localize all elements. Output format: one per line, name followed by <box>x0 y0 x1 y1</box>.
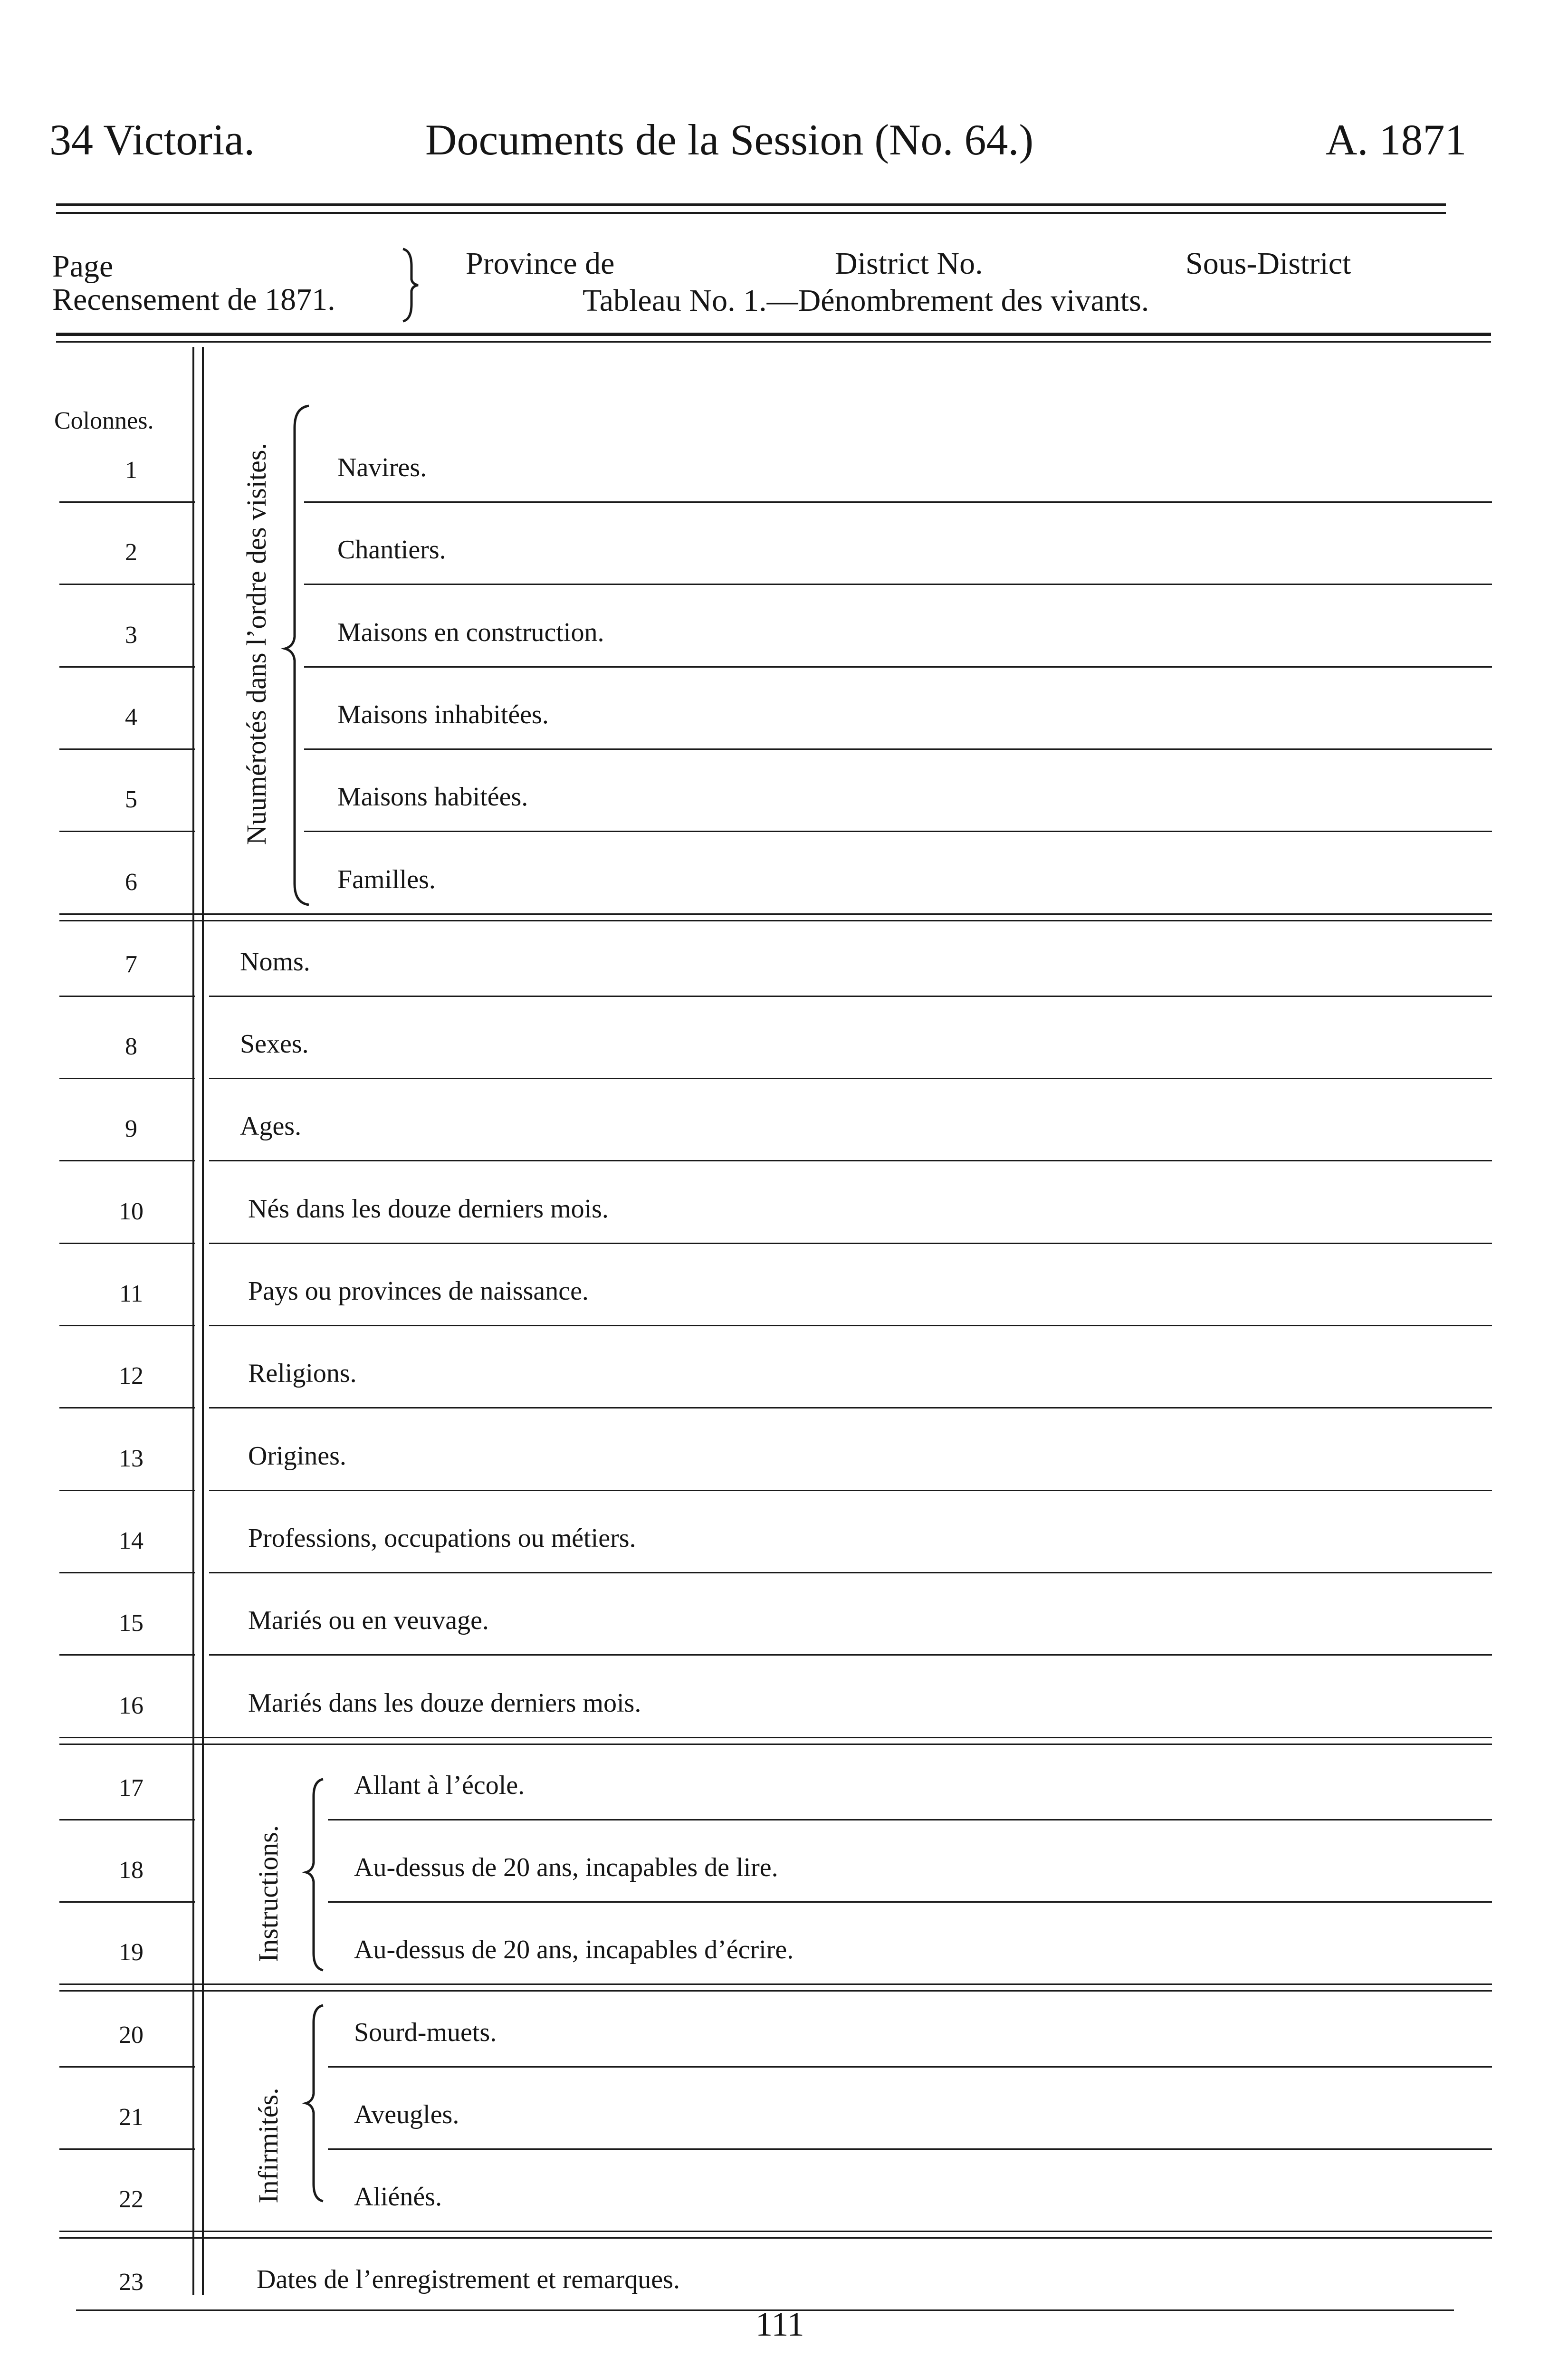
row-rule-right <box>209 1654 1492 1656</box>
row-rule-right <box>209 996 1492 997</box>
row-rule-right <box>304 666 1492 668</box>
row-label: Religions. <box>248 1359 357 1389</box>
row-label: Sexes. <box>240 1029 309 1059</box>
row-label: Navires. <box>337 453 427 482</box>
row-number: 2 <box>125 539 137 566</box>
row-label: Pays ou provinces de naissance. <box>248 1276 589 1306</box>
row-label: Maisons inhabitées. <box>337 699 549 729</box>
row-label: Sourd-muets. <box>354 2017 497 2047</box>
row-number: 7 <box>125 950 137 978</box>
page-number: 111 <box>755 2305 804 2343</box>
colonnes-label: Colonnes. <box>54 407 154 434</box>
row-label: Maisons habitées. <box>337 782 528 812</box>
row-number: 18 <box>119 1857 143 1884</box>
row-rule-left <box>59 831 195 832</box>
table-title: Tableau No. 1.—Dénombrement des vivants. <box>583 283 1149 318</box>
header-rule-top <box>56 203 1446 206</box>
column-divider-right <box>202 347 204 2295</box>
row-rule-right <box>328 2066 1492 2068</box>
section-double-rule <box>59 2237 1492 2239</box>
row-number: 12 <box>119 1362 143 1390</box>
group-numerotes: Nuumérotés dans l’ordre des visites. <box>241 443 272 845</box>
row-label: Origines. <box>248 1441 346 1471</box>
row-label: Mariés dans les douze derniers mois. <box>248 1688 641 1718</box>
row-rule-left <box>59 2148 195 2150</box>
row-label: Familles. <box>337 864 436 894</box>
row-rule-right <box>209 1325 1492 1326</box>
row-number: 4 <box>125 703 137 731</box>
row-label: Professions, occupations ou métiers. <box>248 1523 636 1553</box>
row-rule-left <box>59 1325 195 1326</box>
row-rule-right <box>328 1819 1492 1820</box>
row-rule-left <box>59 2066 195 2068</box>
row-number: 10 <box>119 1198 143 1225</box>
row-rule-right <box>209 1160 1492 1161</box>
column-divider-left <box>192 347 194 2295</box>
row-rule-right <box>209 1490 1492 1491</box>
row-rule-left <box>59 913 1492 915</box>
row-number: 5 <box>125 786 137 814</box>
row-rule-left <box>59 584 195 585</box>
row-rule-left <box>59 1407 195 1408</box>
row-rule-right <box>328 2148 1492 2150</box>
header-rule-bottom <box>56 212 1446 214</box>
row-label: Allant à l’école. <box>354 1770 525 1800</box>
row-label: Aliénés. <box>354 2182 442 2212</box>
row-rule-left <box>59 996 195 997</box>
brace-infirmites <box>299 2003 333 2203</box>
row-rule-left <box>59 1160 195 1161</box>
group-instructions: Instructions. <box>253 1825 284 1963</box>
row-label: Au-dessus de 20 ans, incapables de lire. <box>354 1853 778 1883</box>
row-number: 11 <box>119 1280 143 1307</box>
row-rule-left <box>59 1572 195 1573</box>
row-number: 15 <box>119 1610 143 1637</box>
row-rule-left <box>59 1654 195 1656</box>
row-rule-left <box>59 1819 195 1820</box>
row-label: Nés dans les douze derniers mois. <box>248 1194 609 1224</box>
row-number: 22 <box>119 2186 143 2213</box>
row-number: 9 <box>125 1115 137 1143</box>
row-rule-left <box>59 2231 1492 2232</box>
row-rule-left <box>59 1078 195 1079</box>
row-rule-left <box>59 501 195 503</box>
row-rule-left <box>59 1243 195 1244</box>
row-number: 19 <box>119 1939 143 1966</box>
row-rule-right <box>209 1407 1492 1408</box>
row-number: 21 <box>119 2104 143 2131</box>
header-center: Documents de la Session (No. 64.) <box>425 115 1034 164</box>
subdistrict-label: Sous-District <box>1186 246 1351 281</box>
brace-instructions <box>299 1777 333 1972</box>
row-rule-right <box>209 1243 1492 1244</box>
section-double-rule <box>59 920 1492 921</box>
row-label: Maisons en construction. <box>337 617 604 647</box>
row-number: 17 <box>119 1774 143 1801</box>
subheader-rule-thick <box>56 333 1491 336</box>
row-number: 13 <box>119 1445 143 1472</box>
row-rule-left <box>59 1737 1492 1738</box>
row-number: 23 <box>119 2268 143 2296</box>
row-number: 8 <box>125 1033 137 1061</box>
row-rule-left <box>59 1901 195 1903</box>
row-label: Au-dessus de 20 ans, incapables d’écrire. <box>354 1935 794 1965</box>
subheader-rule-thin <box>56 341 1491 343</box>
row-rule-right <box>209 1078 1492 1079</box>
row-rule-left <box>59 748 195 750</box>
row-label: Ages. <box>240 1111 302 1141</box>
row-number: 6 <box>125 868 137 896</box>
row-number: 1 <box>125 457 137 484</box>
header-right: A. 1871 <box>1326 115 1467 164</box>
subheader-brace <box>402 247 421 323</box>
row-rule-left <box>59 666 195 668</box>
row-rule-right <box>304 831 1492 832</box>
row-label: Dates de l’enregistrement et remarques. <box>257 2264 680 2294</box>
header-left: 34 Victoria. <box>49 115 255 164</box>
row-rule-right <box>209 1572 1492 1573</box>
row-number: 3 <box>125 621 137 649</box>
row-rule-right <box>304 501 1492 503</box>
group-infirmites: Infirmités. <box>253 2088 284 2204</box>
row-rule-right <box>304 584 1492 585</box>
row-number: 16 <box>119 1692 143 1719</box>
row-number: 14 <box>119 1527 143 1554</box>
row-rule-left <box>59 1983 1492 1985</box>
row-label: Noms. <box>240 947 310 977</box>
row-label: Chantiers. <box>337 535 446 565</box>
row-number: 20 <box>119 2021 143 2049</box>
row-rule-right <box>328 1901 1492 1903</box>
district-label: District No. <box>835 246 983 281</box>
census-label: Recensement de 1871. <box>52 282 335 317</box>
row-label: Aveugles. <box>354 2100 459 2129</box>
row-rule-right <box>304 748 1492 750</box>
province-label: Province de <box>466 246 615 281</box>
row-label: Mariés ou en veuvage. <box>248 1606 489 1636</box>
row-rule-left <box>59 1490 195 1491</box>
section-double-rule <box>59 1744 1492 1745</box>
section-double-rule <box>59 1990 1492 1992</box>
page-label: Page <box>52 249 114 284</box>
